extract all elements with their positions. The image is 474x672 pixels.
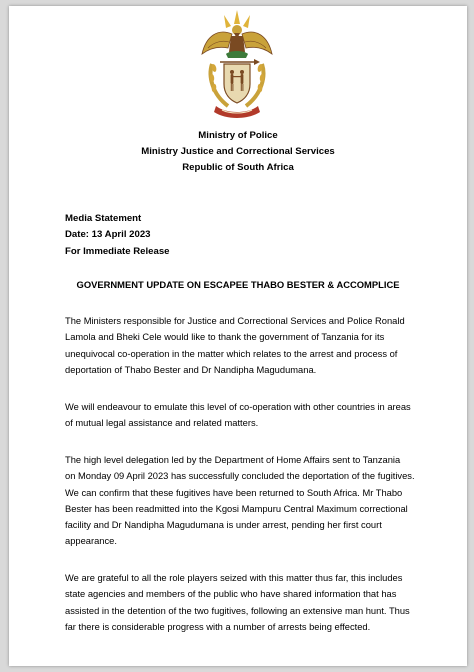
paragraph (65, 313, 433, 378)
paragraph-line: deportation of Thabo Bester and Dr Nandipha Magudumana. (65, 364, 317, 375)
document-page (9, 6, 467, 666)
statement-date: Date: 13 April 2023 (65, 229, 151, 241)
paragraph-line: far there is considerable progress with a number of arrests being effected. (65, 621, 371, 632)
paragraph-line: state agencies and members of the public who have shared information that has (65, 589, 397, 600)
paragraph-line: The high level delegation led by the Department of Home Affairs sent to Tanzania (65, 455, 401, 465)
paragraph (65, 570, 433, 635)
header-line-justice: Ministry Justice and Correctional Services (141, 146, 335, 158)
paragraph-line: facility and Dr Nandipha Magudumana is under arrest, pending her first court (65, 520, 382, 531)
ministry-header (9, 128, 467, 177)
paragraph-line: appearance. (65, 536, 117, 547)
statement-meta (65, 211, 170, 260)
header-line-police: Ministry of Police (198, 130, 278, 141)
paragraph (65, 452, 433, 550)
paragraph-line: We will endeavour to emulate this level of co-operation with other countries in areas (65, 402, 411, 412)
paragraph-line: Lamola and Bheki Cele would like to thank the government of Tanzania for its (65, 332, 385, 343)
paragraph (65, 399, 433, 432)
paragraph-line: assisted in the detention of the two fugitives, following an extensive man hunt. Thus (65, 605, 410, 616)
paragraph-line: on Monday 09 April 2023 has successfully concluded the deportation of the fugitives. (65, 471, 415, 482)
paragraph-line: Bester has been readmitted into the Kgosi Mampuru Central Maximum correctional (65, 503, 408, 514)
paragraph-line: of mutual legal assistance and related matters. (65, 418, 259, 429)
paragraph-line: The Ministers responsible for Justice and Correctional Services and Police Ronald (65, 316, 405, 326)
statement-type: Media Statement (65, 213, 142, 224)
coat-of-arms-icon (198, 6, 276, 124)
paragraph-line: unequivocal co-operation in the matter which relates to the arrest and process of (65, 348, 398, 359)
paragraph-line: We are grateful to all the role players seized with this matter thus far, this includes (65, 573, 403, 583)
paragraph-line: We can confirm that these fugitives have been returned to South Africa. Mr Thabo (65, 487, 403, 498)
header-line-republic: Republic of South Africa (182, 162, 294, 174)
release-note: For Immediate Release (65, 245, 170, 257)
statement-title: GOVERNMENT UPDATE ON ESCAPEE THABO BESTER & ACCOMPLICE (76, 279, 400, 290)
